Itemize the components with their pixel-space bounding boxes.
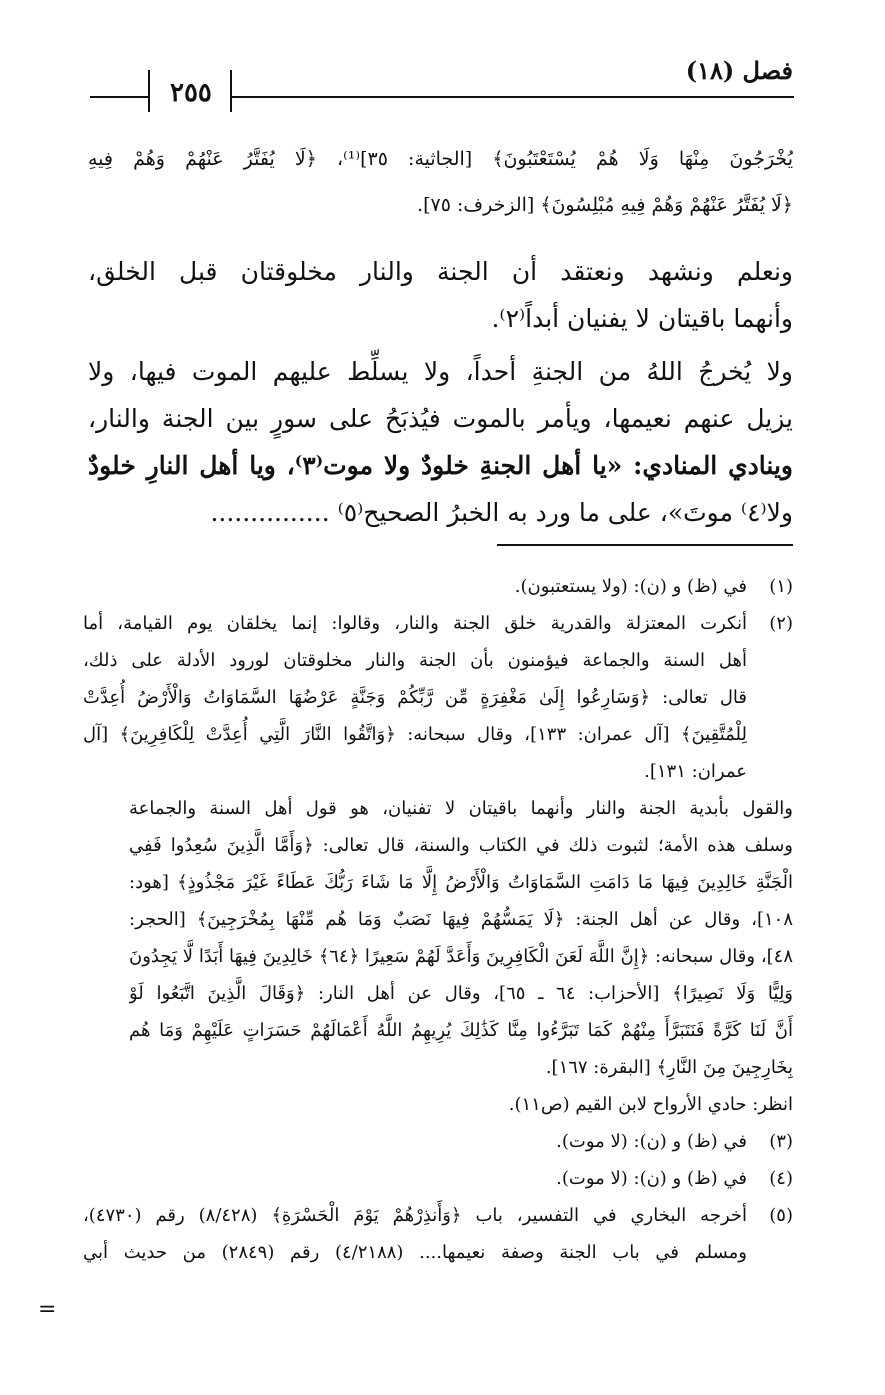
footnote-3 xyxy=(83,1123,793,1160)
footnote-number: (٤) xyxy=(769,1168,793,1189)
footnote-number: (٣) xyxy=(769,1131,793,1152)
text-line-final xyxy=(88,489,793,536)
final-sentence: ولا⁽٤⁾ موتَ»، على ما ورد به الخبرُ الصحيح⁽٥⁾ xyxy=(337,498,793,527)
footnote-separator xyxy=(497,544,793,546)
footnote-line: عمران: ١٣١]. xyxy=(644,761,747,782)
footnote-number: (١) xyxy=(769,576,793,597)
footnote-line: أخرجه البخاري في التفسير، باب ﴿وَأَنذِرْهُمْ يَوْمَ الْحَسْرَةِ﴾ (٨/٤٢٨) رقم (٤٧٣٠)، xyxy=(83,1205,747,1226)
footnote-line: والقول بأبدية الجنة والنار وأنهما باقيتان لا تفنيان، هو قول أهل السنة والجماعة xyxy=(129,798,793,819)
footnote-line: في (ظ) و (ن): (لا موت). xyxy=(556,1168,747,1189)
chapter-title: فصل (١٨) xyxy=(685,56,793,85)
footnote-line: ٤٨]، وقال سبحانه: ﴿إِنَّ اللَّهَ لَعَنَ الْكَافِرِينَ وَأَعَدَّ لَهُمْ سَعِيرًا ﴿٦٤﴾ خَالِدِينَ فِيهَا أَبَدًا لَّا يَجِدُونَ xyxy=(129,946,793,967)
text-line: ولا يُخرجُ اللهُ من الجنةِ أحداً، ولا يسلِّط عليهم الموت فيها، ولا xyxy=(88,357,793,386)
header-rule-left xyxy=(90,96,148,98)
footnote-line: أَنَّ لَنَا كَرَّةً فَنَتَبَرَّأَ مِنْهُمْ كَمَا تَبَرَّءُوا مِنَّا كَذَٰلِكَ يُرِيهِمُ اللَّهُ أَعْمَالَهُمْ حَسَرَاتٍ عَلَيْهِمْ وَمَا هُم xyxy=(129,1020,793,1041)
footnote-line: في (ظ) و (ن): (ولا يستعتبون). xyxy=(514,576,747,597)
footnote-1 xyxy=(83,568,793,605)
page-number: ٢٥٥ xyxy=(170,78,212,108)
main-text xyxy=(88,240,793,536)
continuation-mark: = xyxy=(38,1297,57,1322)
footnote-line: ومسلم في باب الجنة وصفة نعيمها.... (٤/٢١٨٨) رقم (٢٨٤٩) من حديث أبي xyxy=(83,1242,747,1263)
paragraph-creation xyxy=(88,248,793,342)
footnote-4 xyxy=(83,1160,793,1197)
quran-line: ﴿لَا يُفَتَّرُ عَنْهُمْ وَهُمْ فِيهِ مُبْلِسُونَ﴾ [الزخرف: ٧٥]. xyxy=(417,194,793,216)
quran-line: يُخْرَجُونَ مِنْهَا وَلَا هُمْ يُسْتَعْتَبُونَ﴾ [الجاثية: ٣٥]⁽¹⁾، ﴿لَا يُفَتَّرُ عَنْهُمْ وَهُمْ فِيهِ xyxy=(88,148,793,170)
footnote-line: أنكرت المعتزلة والقدرية خلق الجنة والنار، وقالوا: إنما يخلقان يوم القيامة، أما xyxy=(83,613,747,634)
footnote-line: ١٠٨]، وقال عن أهل الجنة: ﴿لَا يَمَسُّهُمْ فِيهَا نَصَبٌ وَمَا هُم مِّنْهَا بِمُخْرَجِينَ﴾ [الحجر: xyxy=(129,909,793,930)
header-divider-right xyxy=(230,70,232,112)
footnote-2 xyxy=(83,605,793,790)
paragraph-eternity xyxy=(88,348,793,536)
header-divider-left xyxy=(148,70,150,112)
footnote-line: وَلِيًّا وَلَا نَصِيرًا﴾ [الأحزاب: ٦٤ ـ ٦٥]، وقال عن أهل النار: ﴿وَقَالَ الَّذِينَ اتَّبَعُوا لَوْ xyxy=(129,983,793,1004)
footnote-line: الْجَنَّةِ خَالِدِينَ فِيهَا مَا دَامَتِ السَّمَاوَاتُ وَالْأَرْضُ إِلَّا مَا شَاءَ رَبُّكَ عَطَاءً غَيْرَ مَجْذُوذٍ﴾ [هود: xyxy=(129,872,793,893)
text-line: وينادي المنادي: «يا أهل الجنةِ خلودٌ ولا موت⁽٣⁾، ويا أهل النارِ خلودٌ xyxy=(88,451,793,480)
footnote-line: بِخَارِجِينَ مِنَ النَّارِ﴾ [البقرة: ١٦٧]. xyxy=(545,1057,793,1078)
footnote-number: (٥) xyxy=(769,1205,793,1226)
footnote-line: لِلْمُتَّقِينَ﴾ [آل عمران: ١٣٣]، وقال سبحانه: ﴿وَاتَّقُوا النَّارَ الَّتِي أُعِدَّتْ لِلْكَافِرِينَ﴾ [آل xyxy=(83,724,747,745)
ellipsis-dots: ............... xyxy=(210,498,330,527)
text-line: وأنهما باقيتان لا يفنيان أبداً⁽٢⁾. xyxy=(491,304,793,333)
footnote-line: انظر: حادي الأرواح لابن القيم (ص١١). xyxy=(508,1094,793,1115)
footnote-line: وسلف هذه الأمة؛ لثبوت ذلك في الكتاب والسنة، قال تعالى: ﴿وَأَمَّا الَّذِينَ سُعِدُوا فَفِي xyxy=(129,835,793,856)
footnote-5 xyxy=(83,1197,793,1271)
footnote-line: قال تعالى: ﴿وَسَارِعُوا إِلَىٰ مَغْفِرَةٍ مِّن رَّبِّكُمْ وَجَنَّةٍ عَرْضُهَا السَّمَاوَاتُ وَالْأَرْضُ أُعِدَّتْ xyxy=(83,687,747,708)
header-rule-right xyxy=(230,96,794,98)
footnote-number: (٢) xyxy=(769,613,793,634)
footnote-line: أهل السنة والجماعة فيؤمنون بأن الجنة والنار مخلوقتان لورود الأدلة على ذلك، xyxy=(83,650,747,671)
text-line: يزيل عنهم نعيمها، ويأمر بالموت فيُذبَحُ على سورٍ بين الجنة والنار، xyxy=(88,404,793,433)
footnote-2-continued xyxy=(129,790,793,1123)
text-line: ونعلم ونشهد ونعتقد أن الجنة والنار مخلوقتان قبل الخلق، xyxy=(88,257,793,286)
footnote-line: في (ظ) و (ن): (لا موت). xyxy=(556,1131,747,1152)
footnotes xyxy=(83,568,793,1271)
quran-continuation xyxy=(88,136,793,228)
